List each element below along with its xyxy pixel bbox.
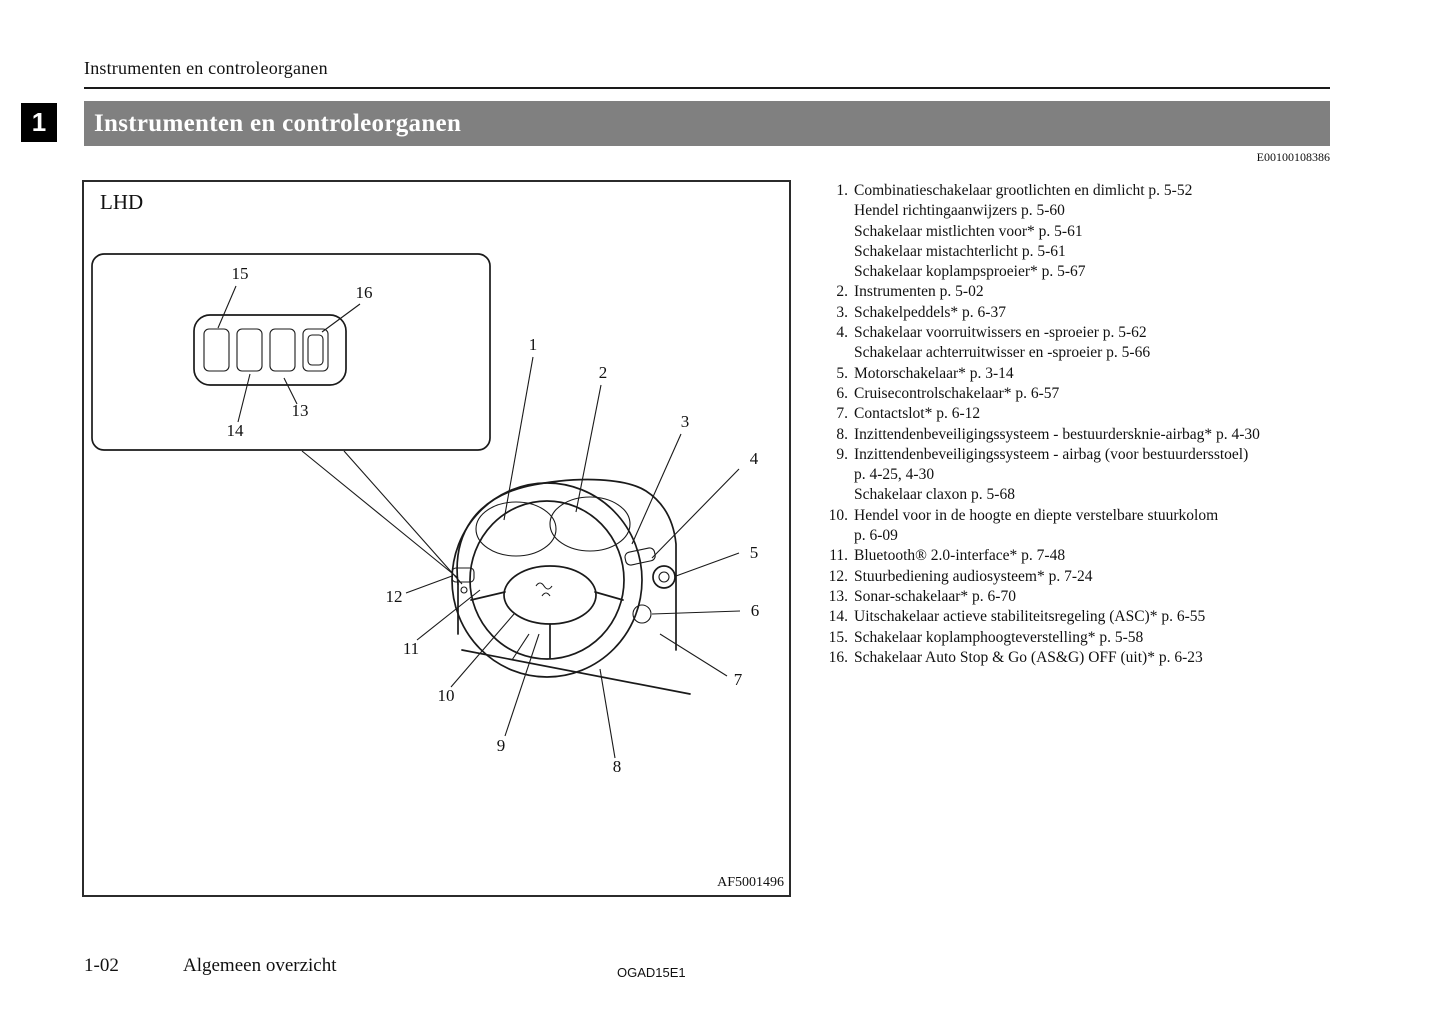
legend-item-number: 11.: [829, 547, 848, 565]
callout-number-5: 5: [749, 543, 759, 562]
legend-item-text: Schakelpeddels* p. 6-37: [854, 303, 1006, 321]
legend-row: [814, 506, 1434, 526]
switch-3: [270, 329, 295, 371]
legend-row: [814, 567, 1434, 587]
legend-row: [814, 404, 1434, 424]
legend-item-text: Hendel voor in de hoogte en diepte verstelbare stuurkolom: [854, 506, 1219, 524]
legend-item-text: Contactslot* p. 6-12: [854, 405, 981, 423]
wiper-stalk: [624, 547, 656, 566]
doc-code: E00100108386: [1256, 150, 1330, 164]
legend-item-number: 14.: [828, 608, 848, 626]
legend-item-text: Schakelaar achterruitwisser en -sproeier p. 5-66: [854, 344, 1151, 362]
steering-column-diagram: [84, 182, 789, 895]
legend-row: [814, 242, 1434, 262]
footer-section-title: Algemeen overzicht: [183, 955, 337, 976]
header-rule: [84, 87, 1330, 89]
legend-item-text: Schakelaar claxon p. 5-68: [854, 486, 1015, 504]
legend-row: [814, 628, 1434, 648]
figure-label-lhd: LHD: [100, 190, 144, 214]
section-title-bar: [84, 101, 1330, 146]
legend-row: [814, 262, 1434, 282]
footer-doc-id: OGAD15E1: [617, 965, 686, 980]
legend-item-number: 4.: [836, 324, 848, 342]
legend-item-number: 16.: [828, 648, 848, 666]
legend-item-text: Schakelaar mistlichten voor* p. 5-61: [854, 222, 1083, 240]
legend-row: [814, 364, 1434, 384]
legend-item-text: Inzittendenbeveiligingssysteem - bestuurdersknie-airbag* p. 4-30: [854, 425, 1260, 443]
callout-number-4: 4: [749, 449, 759, 468]
switch-1: [204, 329, 229, 371]
legend-item-number: 6.: [836, 384, 848, 402]
callout-number-11: 11: [402, 639, 420, 658]
legend-item-number: [814, 526, 848, 546]
legend-item-text: Motorschakelaar* p. 3-14: [854, 364, 1014, 382]
legend-item-text: Uitschakelaar actieve stabiliteitsregeling (ASC)* p. 6-55: [854, 608, 1206, 626]
figure-box: [82, 180, 791, 897]
legend-item-number: [814, 201, 848, 221]
legend-item-number: [814, 262, 848, 282]
legend-row: [814, 222, 1434, 242]
legend-item-text: Inzittendenbeveiligingssysteem - airbag (voor bestuurdersstoel): [854, 445, 1249, 463]
legend-item-number: [814, 242, 848, 262]
legend-item-text: Schakelaar mistachterlicht p. 5-61: [854, 242, 1066, 260]
callout-number-13: 13: [291, 401, 309, 420]
legend-item-number: 1.: [836, 182, 848, 199]
legend-row: [814, 201, 1434, 221]
legend-row: [814, 445, 1434, 465]
legend-item-number: 7.: [836, 405, 848, 423]
legend-row: [814, 282, 1434, 302]
legend-item-number: [814, 485, 848, 505]
legend-row: [814, 546, 1434, 566]
legend-item-number: [814, 343, 848, 363]
legend-item-number: [814, 465, 848, 485]
legend-item-number: 5.: [836, 364, 848, 382]
legend-item-text: Schakelaar koplamphoogteverstelling* p. 5-58: [854, 628, 1144, 646]
callout-number-6: 6: [750, 601, 760, 620]
legend-item-text: Sonar-schakelaar* p. 6-70: [854, 587, 1016, 605]
chapter-tab: 1: [21, 103, 57, 142]
callout-number-3: 3: [680, 412, 690, 431]
inset-box: [92, 254, 490, 450]
callout-number-2: 2: [598, 363, 608, 382]
legend-item-number: 3.: [836, 303, 848, 321]
legend-row: [814, 485, 1434, 505]
callout-number-15: 15: [231, 264, 249, 283]
callout-number-16: 16: [355, 283, 373, 302]
legend-list: [814, 181, 1434, 668]
legend-item-text: Schakelaar Auto Stop & Go (AS&G) OFF (uit)* p. 6-23: [854, 648, 1203, 666]
engine-switch: [653, 566, 675, 588]
legend-row: [814, 526, 1434, 546]
page-number: 1-02: [84, 955, 119, 976]
legend-item-text: p. 4-25, 4-30: [854, 466, 935, 484]
legend-item-number: 9.: [836, 445, 848, 463]
legend-item-text: Hendel richtingaanwijzers p. 5-60: [854, 202, 1065, 220]
legend-row: [814, 303, 1434, 323]
legend-item-number: 13.: [828, 587, 848, 605]
callout-number-12: 12: [385, 587, 403, 606]
legend-item-text: Schakelaar voorruitwissers en -sproeier p. 5-62: [854, 324, 1147, 342]
legend-item-number: 15.: [828, 628, 848, 646]
switch-2: [237, 329, 262, 371]
legend-row: [814, 323, 1434, 343]
legend-row: [814, 648, 1434, 668]
callout-number-9: 9: [496, 736, 506, 755]
legend-row: [814, 587, 1434, 607]
legend-item-number: 2.: [836, 283, 848, 301]
legend-item-text: Schakelaar koplampsproeier* p. 5-67: [854, 263, 1086, 281]
figure-code: AF5001496: [717, 875, 784, 890]
callout-number-14: 14: [226, 421, 244, 440]
legend-row: [814, 465, 1434, 485]
legend-row: [814, 425, 1434, 445]
legend-item-number: 12.: [828, 567, 848, 585]
legend-item-number: [814, 222, 848, 242]
steering-wheel-hub: [504, 566, 596, 624]
legend-item-text: p. 6-09: [854, 527, 898, 545]
legend-item-text: Instrumenten p. 5-02: [854, 283, 984, 301]
legend-row: [814, 384, 1434, 404]
legend-item-number: 8.: [836, 425, 848, 443]
callout-number-1: 1: [528, 335, 538, 354]
legend-row: [814, 607, 1434, 627]
legend-row: [814, 181, 1434, 201]
callout-number-8: 8: [612, 757, 622, 776]
switch-4-inner: [308, 335, 323, 365]
legend-item-text: Stuurbediening audiosysteem* p. 7-24: [854, 567, 1093, 585]
legend-row: [814, 343, 1434, 363]
legend-item-text: Bluetooth® 2.0-interface* p. 7-48: [854, 547, 1066, 565]
callout-number-10: 10: [437, 686, 455, 705]
callout-number-7: 7: [733, 670, 743, 689]
legend-item-text: Combinatieschakelaar grootlichten en dimlicht p. 5-52: [854, 182, 1193, 199]
legend-item-number: 10.: [828, 506, 848, 524]
legend-item-text: Cruisecontrolschakelaar* p. 6-57: [854, 384, 1060, 402]
running-header: Instrumenten en controleorganen: [84, 58, 328, 78]
section-title: Instrumenten en controleorganen: [94, 109, 462, 137]
